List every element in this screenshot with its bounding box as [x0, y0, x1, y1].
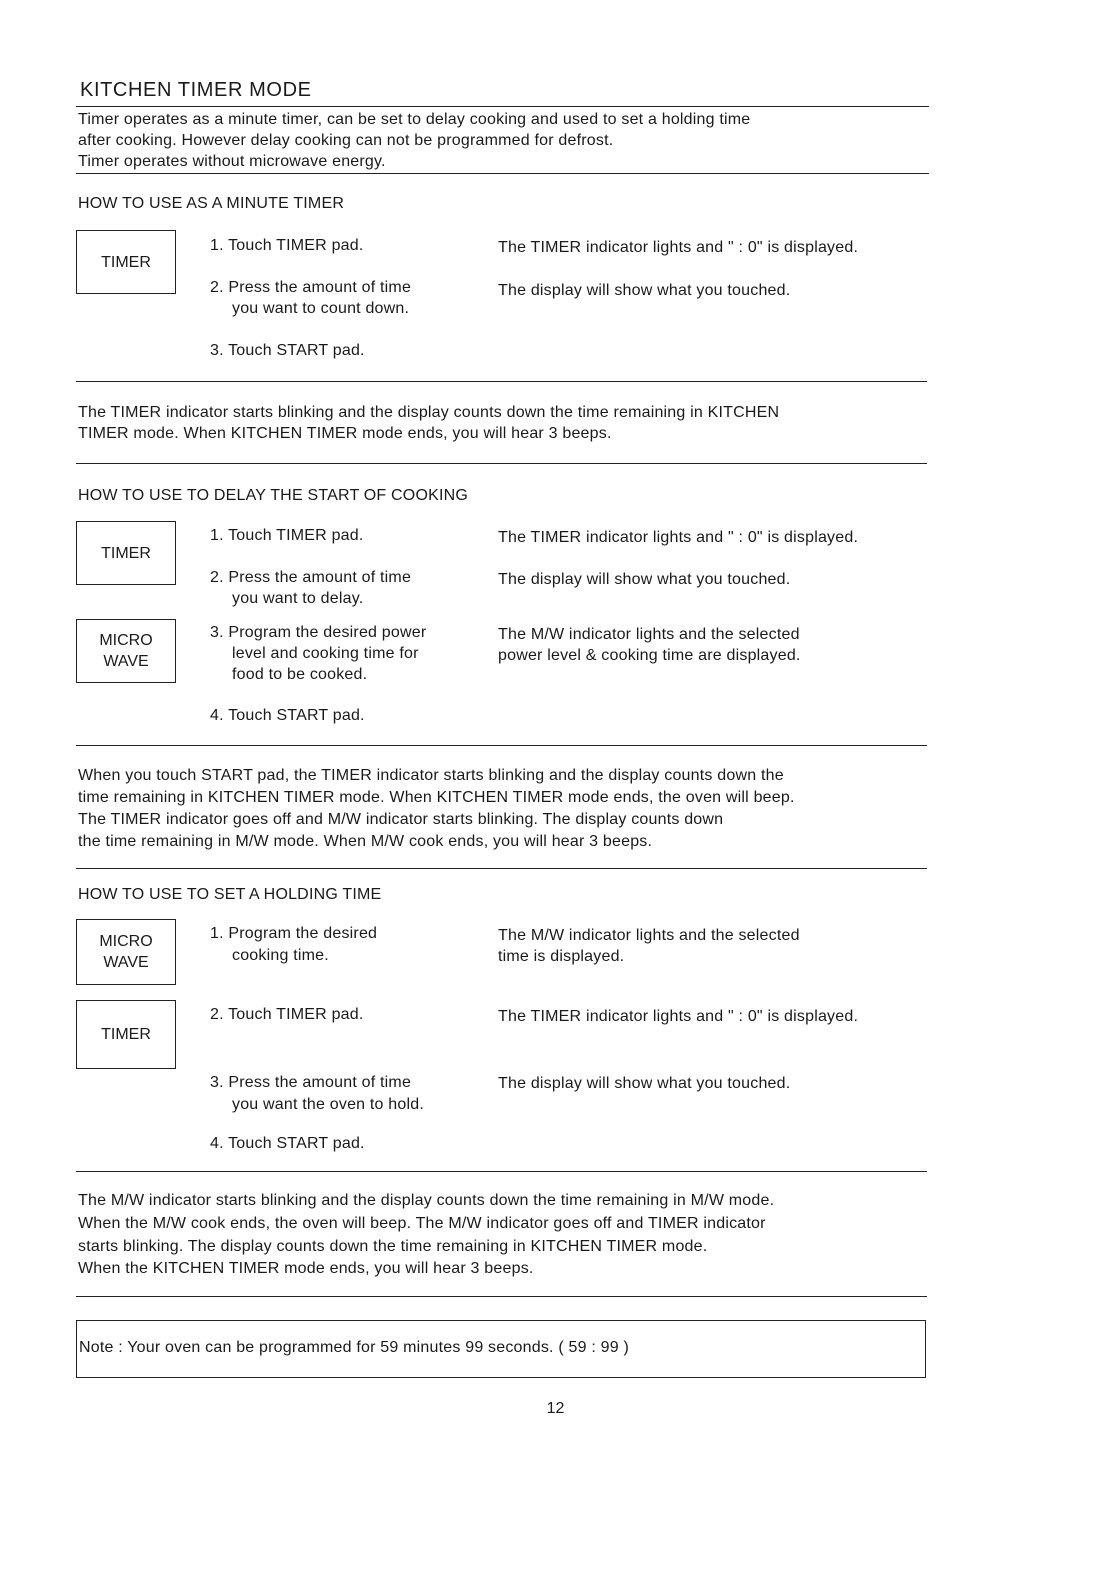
- divider: [76, 1171, 927, 1172]
- page-number: 12: [546, 1400, 565, 1417]
- step-result: The M/W indicator lights and the selected: [498, 626, 800, 643]
- step-result: The display will show what you touched.: [498, 571, 791, 588]
- step-text: 4. Touch START pad.: [210, 707, 365, 724]
- summary-line: When the KITCHEN TIMER mode ends, you will hear 3 beeps.: [78, 1260, 534, 1277]
- summary-line: time remaining in KITCHEN TIMER mode. When KITCHEN TIMER mode ends, the oven will beep.: [78, 789, 795, 806]
- step-result: power level & cooking time are displayed.: [498, 647, 801, 664]
- summary-line: The M/W indicator starts blinking and the display counts down the time remaining in M/W mode.: [78, 1192, 775, 1209]
- step-text: 3. Program the desired power: [210, 624, 427, 641]
- divider: [76, 173, 929, 174]
- step-text: 2. Press the amount of time: [210, 569, 412, 586]
- step-result: The TIMER indicator lights and " : 0" is displayed.: [498, 529, 859, 546]
- divider: [76, 868, 927, 869]
- step-text: 3. Touch START pad.: [210, 342, 365, 359]
- step-text: 4. Touch START pad.: [210, 1135, 365, 1152]
- timer-pad: TIMER: [76, 1000, 176, 1069]
- step-text: 1. Program the desired: [210, 925, 378, 942]
- intro-line-2: after cooking. However delay cooking can not be programmed for defrost.: [78, 132, 614, 149]
- note-box: [76, 1320, 926, 1378]
- summary-line: starts blinking. The display counts down the time remaining in KITCHEN TIMER mode.: [78, 1238, 708, 1255]
- step-text: you want to count down.: [232, 300, 410, 317]
- divider: [76, 1296, 927, 1297]
- section-title-minute-timer: HOW TO USE AS A MINUTE TIMER: [78, 195, 345, 212]
- step-result: The M/W indicator lights and the selected: [498, 927, 800, 944]
- divider: [76, 463, 927, 464]
- microwave-pad: MICRO WAVE: [76, 919, 176, 985]
- section-title-holding-time: HOW TO USE TO SET A HOLDING TIME: [78, 886, 382, 903]
- step-text: 2. Press the amount of time: [210, 279, 412, 296]
- step-result: time is displayed.: [498, 948, 625, 965]
- section-title-delay-start: HOW TO USE TO DELAY THE START OF COOKING: [78, 487, 469, 504]
- summary-line: The TIMER indicator starts blinking and the display counts down the time remaining in KITCHEN: [78, 404, 780, 421]
- intro-line-1: Timer operates as a minute timer, can be set to delay cooking and used to set a holding time: [78, 111, 751, 128]
- divider: [76, 745, 927, 746]
- page-title: KITCHEN TIMER MODE: [80, 79, 312, 101]
- intro-line-3: Timer operates without microwave energy.: [78, 153, 386, 170]
- step-text: level and cooking time for: [232, 645, 419, 662]
- summary-line: When you touch START pad, the TIMER indicator starts blinking and the display counts down the: [78, 767, 784, 784]
- step-result: The TIMER indicator lights and " : 0" is displayed.: [498, 1008, 859, 1025]
- step-text: cooking time.: [232, 947, 329, 964]
- timer-pad: TIMER: [76, 521, 176, 585]
- note-text: Note : Your oven can be programmed for 59 minutes 99 seconds. ( 59 : 99 ): [79, 1339, 630, 1356]
- timer-pad: TIMER: [76, 230, 176, 294]
- summary-line: When the M/W cook ends, the oven will beep. The M/W indicator goes off and TIMER indicator: [78, 1215, 766, 1232]
- step-text: 1. Touch TIMER pad.: [210, 237, 364, 254]
- step-text: 3. Press the amount of time: [210, 1074, 412, 1091]
- step-result: The display will show what you touched.: [498, 1075, 791, 1092]
- step-text: 1. Touch TIMER pad.: [210, 527, 364, 544]
- divider: [76, 381, 927, 382]
- step-result: The TIMER indicator lights and " : 0" is displayed.: [498, 239, 859, 256]
- summary-line: TIMER mode. When KITCHEN TIMER mode ends, you will hear 3 beeps.: [78, 425, 612, 442]
- step-text: you want to delay.: [232, 590, 364, 607]
- summary-line: the time remaining in M/W mode. When M/W cook ends, you will hear 3 beeps.: [78, 833, 653, 850]
- microwave-pad: MICRO WAVE: [76, 619, 176, 683]
- step-result: The display will show what you touched.: [498, 282, 791, 299]
- summary-line: The TIMER indicator goes off and M/W indicator starts blinking. The display counts down: [78, 811, 724, 828]
- step-text: 2. Touch TIMER pad.: [210, 1006, 364, 1023]
- divider: [76, 106, 929, 107]
- step-text: you want the oven to hold.: [232, 1096, 424, 1113]
- step-text: food to be cooked.: [232, 666, 368, 683]
